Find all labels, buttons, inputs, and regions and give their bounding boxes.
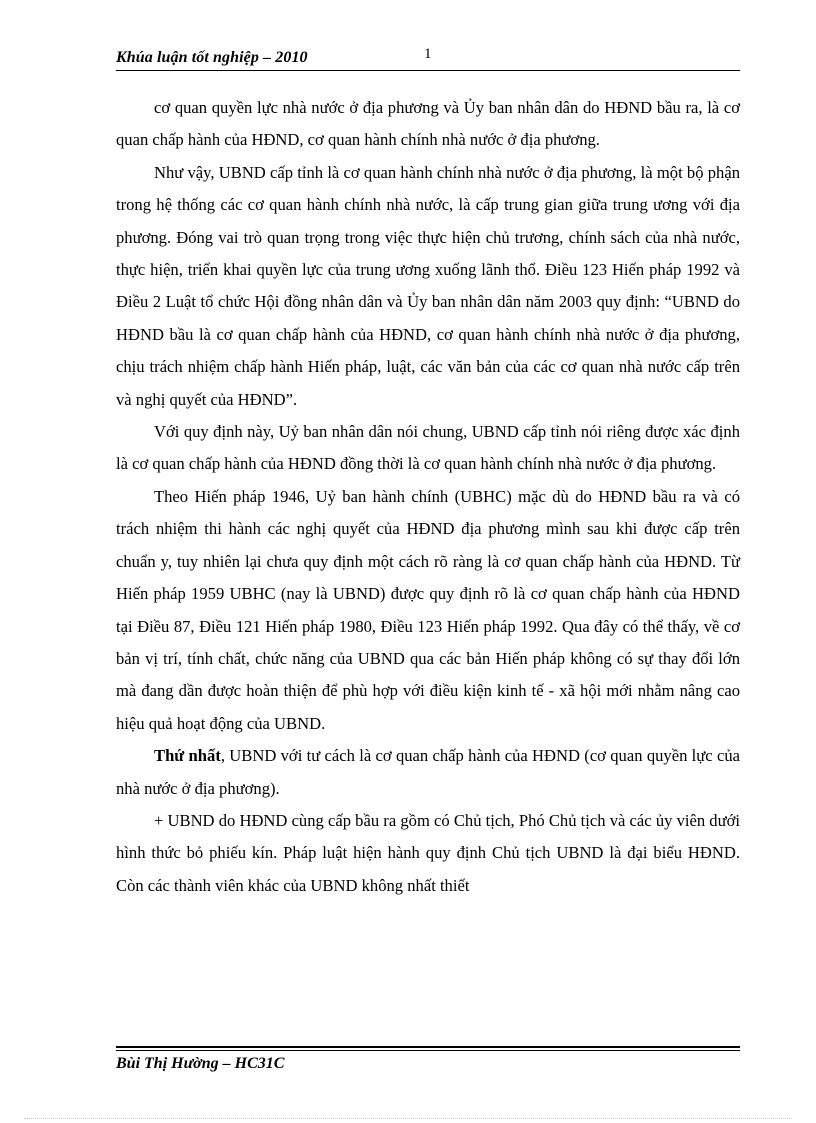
- paragraph-text: Theo Hiến pháp 1946, Uỷ ban hành chính (UBHC) mặc dù do HĐND bầu ra và có trách nhiệm thi hành các nghị quyết của HĐND địa phương mình sau khi được cấp trên chuẩn y, tuy nhiên lại chưa quy định một cách rõ ràng là cơ quan chấp hành của HĐND. Từ Hiến pháp 1959 UBHC (nay là UBND) được quy định rõ là cơ quan chấp hành của HĐND tại Điều 87, Điều 121 Hiến pháp 1980, Điều 123 Hiến pháp 1992. Qua đây có thể thấy, về cơ bản vị trí, tính chất, chức năng của UBND qua các bản Hiến pháp không có sự thay đổi lớn mà đang dần được hoàn thiện để phù hợp với điều kiện kinh tế - xã hội mới nhằm nâng cao hiệu quả hoạt động của UBND.: [116, 486, 740, 733]
- footer-double-rule: [116, 1046, 740, 1051]
- page-bottom-dotted-line: [24, 1118, 792, 1119]
- document-body: [116, 92, 740, 902]
- paragraph: [116, 157, 740, 416]
- paragraph-text: + UBND do HĐND cùng cấp bầu ra gồm có Chủ tịch, Phó Chủ tịch và các ủy viên dưới hình thức bỏ phiếu kín. Pháp luật hiện hành quy định Chủ tịch UBND là đại biểu HĐND. Còn các thành viên khác của UBND không nhất thiết: [116, 810, 740, 895]
- paragraph-text: cơ quan quyền lực nhà nước ở địa phương và Ủy ban nhân dân do HĐND bầu ra, là cơ quan chấp hành của HĐND, cơ quan hành chính nhà nước ở địa phương.: [116, 98, 740, 150]
- footer-rule-thick: [116, 1046, 740, 1048]
- paragraph: [116, 740, 740, 805]
- header-rule: [116, 70, 740, 71]
- paragraph: [116, 481, 740, 740]
- footer-author: Bùi Thị Hường – HC31C: [116, 1055, 285, 1072]
- page-header: [116, 46, 740, 72]
- paragraph-text: , UBND với tư cách là cơ quan chấp hành của HĐND (cơ quan quyền lực của nhà nước ở địa phương).: [116, 746, 740, 798]
- paragraph: [116, 416, 740, 481]
- paragraph: [116, 92, 740, 157]
- paragraph-text: Như vậy, UBND cấp tỉnh là cơ quan hành chính nhà nước ở địa phương, là một bộ phận trong hệ thống các cơ quan hành chính nhà nước, là cấp trung gian giữa trung ương với địa phương. Đóng vai trò quan trọng trong việc thực hiện chủ trương, chính sách của nhà nước, thực hiện, triển khai quyền lực của trung ương xuống lãnh thổ. Điều 123 Hiến pháp 1992 và Điều 2 Luật tổ chức Hội đồng nhân dân và Ủy ban nhân dân năm 2003 quy định: “UBND do HĐND bầu là cơ quan chấp hành của HĐND, cơ quan hành chính nhà nước ở địa phương, chịu trách nhiệm chấp hành Hiến pháp, luật, các văn bản của các cơ quan nhà nước cấp trên và nghị quyết của HĐND”.: [116, 162, 740, 409]
- footer-rule-thin: [116, 1050, 740, 1051]
- paragraph-lead-bold: Thứ nhất: [154, 746, 221, 766]
- paragraph: [116, 805, 740, 902]
- paragraph-text: Với quy định này, Uỷ ban nhân dân nói chung, UBND cấp tỉnh nói riêng được xác định là cơ quan chấp hành của HĐND đồng thời là cơ quan hành chính nhà nước ở địa phương.: [116, 422, 740, 474]
- header-title: Khúa luận tốt nghiệp – 2010: [116, 49, 308, 66]
- page-number: 1: [424, 46, 432, 62]
